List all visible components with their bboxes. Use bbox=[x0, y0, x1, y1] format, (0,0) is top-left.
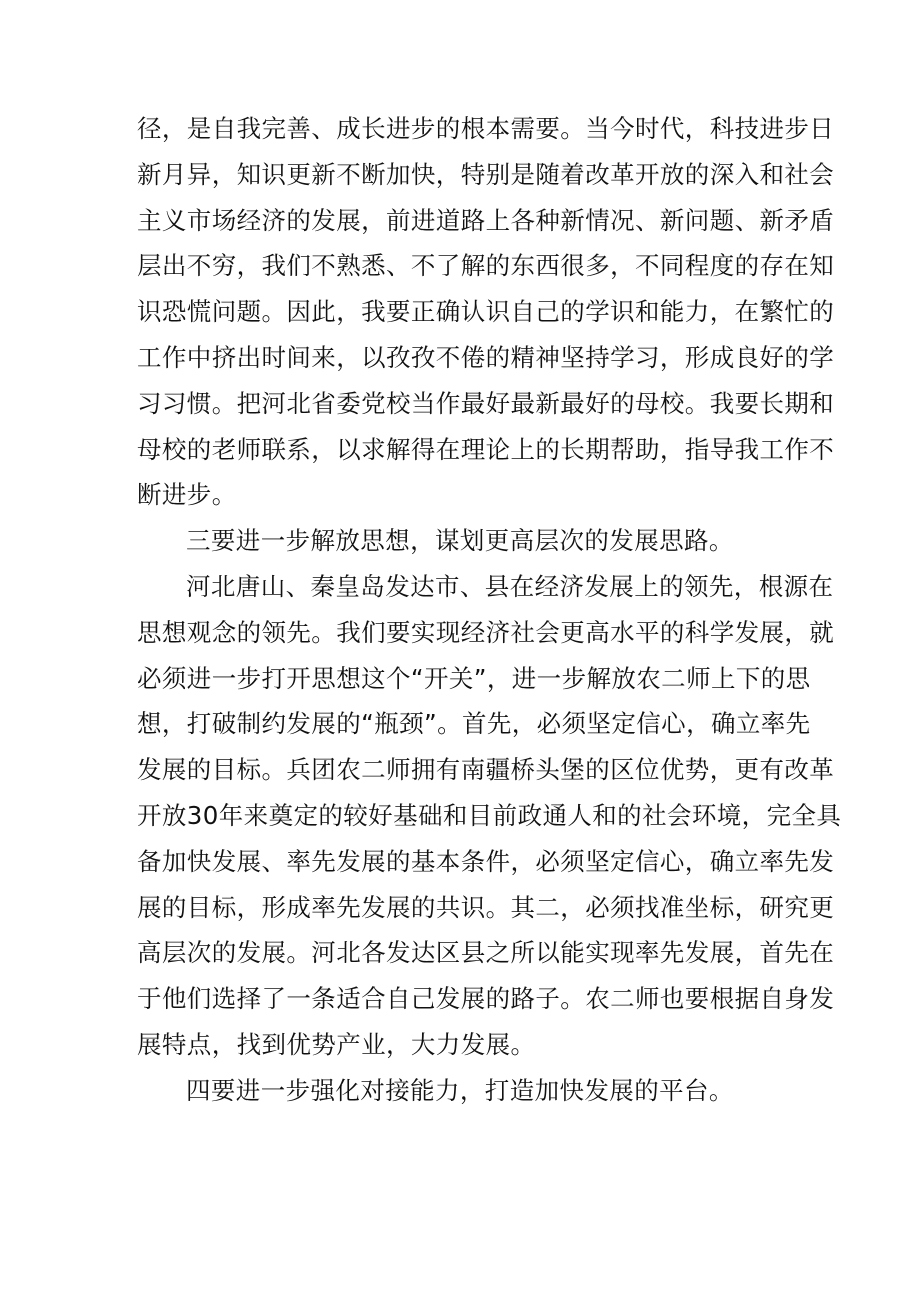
text-line: 习习惯。把河北省委党校当作最好最新最好的母校。我要长期和 bbox=[137, 388, 835, 418]
section-heading: 三要进一步解放思想，谋划更高层次的发展思路。 bbox=[186, 526, 734, 556]
text-line: 于他们选择了一条适合自己发展的路子。农二师也要根据自身发 bbox=[137, 984, 835, 1014]
text-line: 想，打破制约发展的“瓶颈”。首先，必须坚定信心，确立率先 bbox=[137, 709, 811, 739]
text-line: 断进步。 bbox=[137, 480, 237, 510]
text-line: 层出不穷，我们不熟悉、不了解的东西很多，不同程度的存在知 bbox=[137, 251, 835, 281]
document-body bbox=[137, 106, 842, 1114]
text-line: 新月异，知识更新不断加快，特别是随着改革开放的深入和社会 bbox=[137, 159, 835, 189]
text-line: 识恐慌问题。因此，我要正确认识自己的学识和能力，在繁忙的 bbox=[137, 297, 835, 327]
text-line: 母校的老师联系，以求解得在理论上的长期帮助，指导我工作不 bbox=[137, 434, 835, 464]
text-line: 主义市场经济的发展，前进道路上各种新情况、新问题、新矛盾 bbox=[137, 205, 835, 235]
text-line: 展特点，找到优势产业，大力发展。 bbox=[137, 1029, 536, 1059]
text-line: 发展的目标。兵团农二师拥有南疆桥头堡的区位优势，更有改革 bbox=[137, 755, 835, 785]
text-line: 必须进一步打开思想这个“开关”，进一步解放农二师上下的思 bbox=[137, 663, 811, 693]
section-heading: 四要进一步强化对接能力，打造加快发展的平台。 bbox=[186, 1075, 734, 1105]
text-line: 思想观念的领先。我们要实现经济社会更高水平的科学发展，就 bbox=[137, 617, 835, 647]
text-line: 备加快发展、率先发展的基本条件，必须坚定信心，确立率先发 bbox=[137, 846, 835, 876]
text-line: 工作中挤出时间来，以孜孜不倦的精神坚持学习，形成良好的学 bbox=[137, 342, 835, 372]
text-line: 径，是自我完善、成长进步的根本需要。当今时代，科技进步日 bbox=[137, 114, 835, 143]
text-line: 展的目标，形成率先发展的共识。其二，必须找准坐标，研究更 bbox=[137, 892, 835, 922]
text-line: 开放30年来奠定的较好基础和目前政通人和的社会环境，完全具 bbox=[137, 800, 842, 830]
text-line: 河北唐山、秦皇岛发达市、县在经济发展上的领先，根源在 bbox=[186, 571, 834, 601]
text-line: 高层次的发展。河北各发达区县之所以能实现率先发展，首先在 bbox=[137, 938, 835, 968]
